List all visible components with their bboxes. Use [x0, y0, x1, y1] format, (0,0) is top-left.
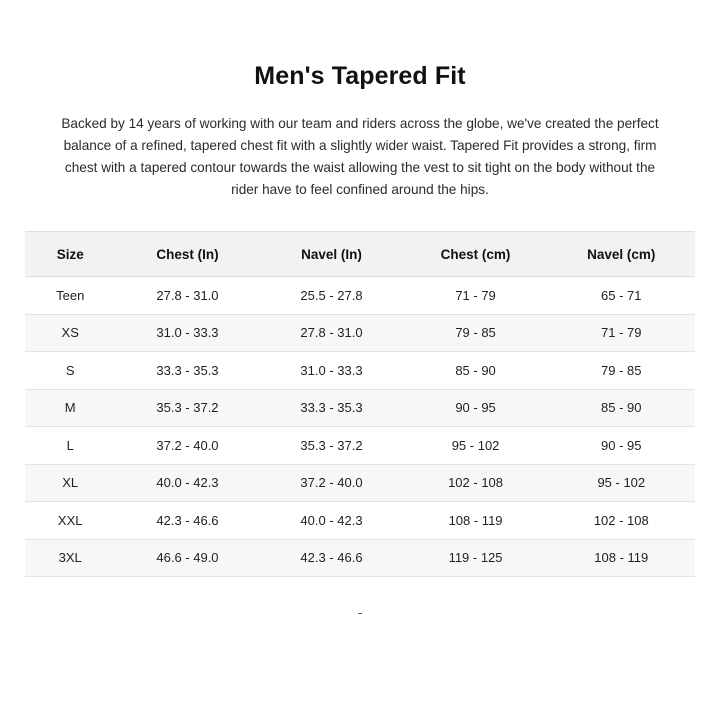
cell-chest-in: 46.6 - 49.0	[156, 550, 219, 566]
cell-chest-in: 40.0 - 42.3	[156, 475, 219, 491]
column-header-navel-in: Navel (In)	[301, 246, 362, 262]
size-chart-table	[25, 231, 695, 577]
cell-navel-in: 35.3 - 37.2	[300, 437, 363, 453]
table-row	[25, 314, 695, 352]
cell-navel-in: 31.0 - 33.3	[300, 362, 363, 378]
cell-navel-cm: 90 - 95	[601, 437, 642, 453]
cell-navel-in: 42.3 - 46.6	[300, 550, 363, 566]
cell-navel-cm: 102 - 108	[593, 512, 649, 528]
cell-navel-in: 37.2 - 40.0	[300, 475, 363, 491]
cell-chest-cm: 90 - 95	[455, 400, 496, 416]
table-header-row	[25, 232, 695, 277]
cell-chest-cm: 79 - 85	[455, 325, 496, 341]
cell-size: XXL	[57, 512, 83, 528]
cell-navel-cm: 79 - 85	[601, 362, 642, 378]
column-header-navel-cm: Navel (cm)	[587, 246, 656, 262]
cell-navel-in: 25.5 - 27.8	[300, 287, 363, 303]
cell-navel-cm: 95 - 102	[597, 475, 646, 491]
table-body	[25, 277, 695, 577]
column-header-size: Size	[56, 246, 84, 262]
cell-navel-in: 40.0 - 42.3	[300, 512, 363, 528]
cell-size: XL	[62, 475, 79, 491]
table-row	[25, 464, 695, 502]
table-row	[25, 389, 695, 427]
cell-navel-cm: 71 - 79	[601, 325, 642, 341]
cell-chest-in: 33.3 - 35.3	[156, 362, 219, 378]
cell-chest-cm: 108 - 119	[448, 512, 503, 528]
table-row	[25, 427, 695, 465]
column-header-chest-in: Chest (In)	[156, 246, 219, 262]
table-row	[25, 539, 695, 577]
cell-chest-cm: 85 - 90	[455, 362, 496, 378]
footer-note: -	[357, 605, 363, 621]
cell-size: 3XL	[58, 550, 82, 566]
cell-chest-in: 37.2 - 40.0	[156, 437, 219, 453]
cell-chest-in: 42.3 - 46.6	[156, 512, 219, 528]
cell-size: M	[64, 400, 76, 416]
cell-navel-in: 33.3 - 35.3	[300, 400, 363, 416]
cell-chest-in: 31.0 - 33.3	[156, 325, 219, 341]
cell-chest-cm: 102 - 108	[448, 475, 504, 491]
cell-navel-cm: 85 - 90	[601, 400, 642, 416]
cell-chest-cm: 71 - 79	[455, 287, 496, 303]
cell-size: Teen	[56, 287, 85, 303]
size-table-wrapper	[24, 231, 696, 577]
cell-chest-cm: 95 - 102	[451, 437, 500, 453]
page-title: Men's Tapered Fit	[254, 62, 466, 90]
table-header	[25, 232, 695, 277]
cell-size: XS	[61, 325, 79, 341]
cell-chest-cm: 119 - 125	[448, 550, 503, 566]
cell-size: L	[66, 437, 74, 453]
cell-navel-in: 27.8 - 31.0	[300, 325, 363, 341]
table-row	[25, 277, 695, 315]
column-header-chest-cm: Chest (cm)	[440, 246, 511, 262]
cell-navel-cm: 65 - 71	[601, 287, 642, 303]
table-row	[25, 502, 695, 540]
cell-chest-in: 27.8 - 31.0	[156, 287, 219, 303]
cell-size: S	[65, 362, 75, 378]
intro-paragraph: Backed by 14 years of working with our team and riders across the globe, we've created the perfect balance of a refined, tapered chest fit with a slightly wider waist. Tapered Fit provides a strong, firm chest with a tapered contour towards the waist allowing the vest to sit tight on the body without the rider have to feel confined around the hips.	[61, 116, 659, 198]
cell-chest-in: 35.3 - 37.2	[156, 400, 219, 416]
table-row	[25, 352, 695, 390]
cell-navel-cm: 108 - 119	[594, 550, 649, 566]
